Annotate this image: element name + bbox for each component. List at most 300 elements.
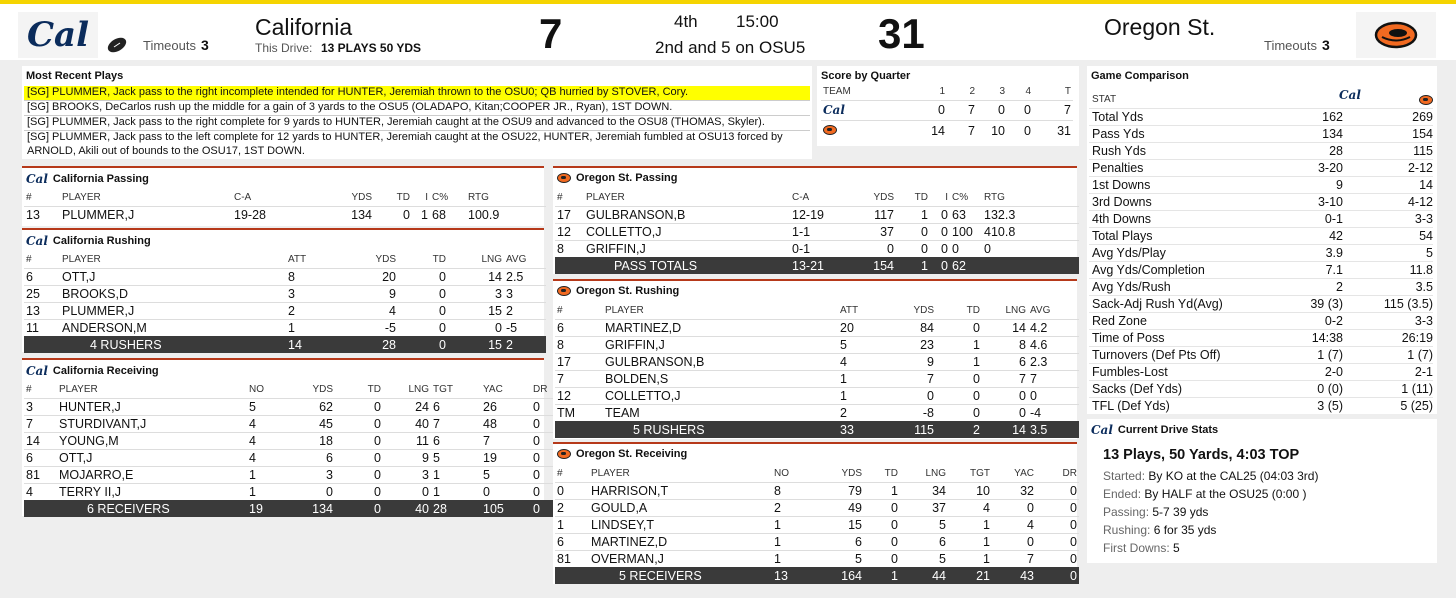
comparison-stat: Sack-Adj Rush Yd(Avg) <box>1092 297 1223 311</box>
comparison-stat: TFL (Def Yds) <box>1092 399 1170 413</box>
away-timeouts-label: Timeouts <box>1264 38 1317 53</box>
table-cell: 1 <box>555 516 589 533</box>
table-cell: 15 <box>448 302 504 319</box>
table-cell: 0 <box>335 483 383 500</box>
quarter: 4th <box>674 12 698 31</box>
table-cell: 0 <box>936 370 982 387</box>
comparison-stat-label: STAT <box>1092 94 1117 105</box>
table-cell: 0 <box>1036 516 1079 533</box>
column-header: YDS <box>312 384 333 396</box>
drive-passing: Passing: 5-7 39 yds <box>1103 505 1209 519</box>
table-cell: 45 <box>291 415 335 432</box>
osu-mini-logo <box>557 173 571 183</box>
osu-rushing-title: Oregon St. Rushing <box>557 285 679 297</box>
table-row <box>24 302 546 319</box>
down-distance: 2nd and 5 on OSU5 <box>655 38 806 57</box>
table-row <box>555 387 1079 404</box>
table-cell: 4.6 <box>1028 336 1079 353</box>
this-drive-value: 13 PLAYS 50 YDS <box>321 41 422 55</box>
table-cell: 0 <box>864 516 900 533</box>
column-header: # <box>557 305 563 317</box>
table-cell: 0 <box>531 432 586 449</box>
comparison-stat: 3rd Downs <box>1092 195 1152 209</box>
osu-rushing-panel <box>553 279 1077 439</box>
table-cell: 0 <box>335 415 383 432</box>
play-item: [SG] PLUMMER, Jack pass to the right incomplete intended for HUNTER, Jeremiah thrown to the OSU0; QB hurried by STOVER, Cory. <box>24 86 810 100</box>
table-cell: 134 <box>291 500 335 517</box>
comparison-stat: Red Zone <box>1092 314 1147 328</box>
table-cell: 2.3 <box>1028 353 1079 370</box>
table-cell: 9 <box>383 449 431 466</box>
table-cell: 6 <box>24 449 57 466</box>
comparison-osu-value: 3-3 <box>1414 212 1433 226</box>
table-cell: 14 <box>982 421 1028 438</box>
table-cell: 1 <box>838 387 890 404</box>
table-cell: OVERMAN,J <box>589 550 772 567</box>
table-cell: OTT,J <box>60 268 286 285</box>
table-cell <box>555 567 589 584</box>
comparison-osu-value: 1 (7) <box>1407 348 1433 362</box>
sbq-header: 2 <box>969 86 975 98</box>
table-cell: 5 <box>818 550 864 567</box>
comparison-stat: Penalties <box>1092 161 1144 175</box>
table-cell: 32 <box>992 482 1036 499</box>
table-cell: 79 <box>818 482 864 499</box>
comparison-cal-value: 0-1 <box>1324 212 1343 226</box>
sbq-header: 4 <box>1025 86 1031 98</box>
table-cell: 1 <box>936 336 982 353</box>
table-cell: 1 <box>431 466 481 483</box>
table-cell: 28 <box>346 336 398 353</box>
table-cell: 5 RUSHERS <box>603 421 838 438</box>
table-cell: 0 <box>531 449 586 466</box>
table-cell: STURDIVANT,J <box>57 415 247 432</box>
comparison-cal-value: 3.9 <box>1325 246 1343 260</box>
column-header: NO <box>774 468 789 480</box>
table-cell: 0 <box>1036 550 1079 567</box>
comparison-stat: Sacks (Def Yds) <box>1092 382 1183 396</box>
home-timeouts: 3 <box>201 37 209 53</box>
table-cell: 17 <box>555 353 603 370</box>
cal-passing-title: Cal California Passing <box>26 172 149 186</box>
game-clock: 15:00 <box>736 12 779 31</box>
comparison-stat: Pass Yds <box>1092 127 1145 141</box>
column-header: TD <box>884 468 898 480</box>
current-drive-panel <box>1087 419 1437 563</box>
table-row <box>24 483 586 500</box>
table-cell: 4.2 <box>1028 319 1079 336</box>
column-header: NO <box>249 384 264 396</box>
table-cell: -5 <box>346 319 398 336</box>
table-row <box>24 449 586 466</box>
table-cell: 0 <box>936 319 982 336</box>
cal-mini-logo: Cal <box>821 100 921 120</box>
table-cell: 8 <box>555 336 603 353</box>
column-header: LNG <box>481 254 502 266</box>
table-cell: 1 <box>412 206 430 223</box>
column-header: RTG <box>984 192 1005 204</box>
table-cell: 0 <box>982 404 1028 421</box>
osu-mini-logo <box>1419 95 1433 105</box>
table-cell: 0 <box>335 500 383 517</box>
table-row <box>24 319 546 336</box>
table-cell <box>24 500 57 517</box>
comparison-osu-value: 14 <box>1419 178 1433 192</box>
table-cell: -8 <box>890 404 936 421</box>
sbq-cell: 7 <box>947 100 977 120</box>
table-cell: 0 <box>896 240 930 257</box>
table-cell: 40 <box>383 500 431 517</box>
table-cell: 6 <box>431 432 481 449</box>
table-cell: 0 <box>335 449 383 466</box>
table-row <box>555 336 1079 353</box>
table-cell: 1 <box>936 353 982 370</box>
table-cell: GRIFFIN,J <box>603 336 838 353</box>
table-cell: 0 <box>992 533 1036 550</box>
table-cell: 10 <box>948 482 992 499</box>
this-drive-label: This Drive: <box>255 41 313 55</box>
home-team-name: California <box>255 14 353 40</box>
table-cell: 164 <box>818 567 864 584</box>
table-cell: 2 <box>286 302 346 319</box>
table-cell: 17 <box>555 206 584 223</box>
cal-receiving-table <box>24 382 586 517</box>
table-cell: GULBRANSON,B <box>584 206 790 223</box>
cal-mini-logo: Cal <box>1339 88 1361 102</box>
table-cell: 100 <box>950 223 982 240</box>
table-cell: 0 <box>398 319 448 336</box>
cal-rushing-panel <box>22 228 544 352</box>
table-cell: OTT,J <box>57 449 247 466</box>
table-cell: 5 <box>431 449 481 466</box>
comparison-row <box>1089 261 1433 278</box>
table-cell: 1 <box>896 257 930 274</box>
table-cell: 33 <box>838 421 890 438</box>
column-header: I <box>425 192 428 204</box>
table-cell: 7 <box>890 370 936 387</box>
scoreboard-header <box>0 0 1456 60</box>
table-cell: 1 <box>838 370 890 387</box>
table-cell: 1 <box>247 466 291 483</box>
comparison-row <box>1089 346 1433 363</box>
table-cell: 81 <box>24 466 57 483</box>
table-cell: 12 <box>555 223 584 240</box>
table-cell: 5 <box>900 516 948 533</box>
osu-passing-title: Oregon St. Passing <box>557 172 677 184</box>
table-cell: 4 <box>24 483 57 500</box>
comparison-row <box>1089 210 1433 227</box>
column-header: LNG <box>925 468 946 480</box>
table-cell: 0 <box>864 550 900 567</box>
drive-ended: Ended: By HALF at the OSU25 (0:00 ) <box>1103 487 1307 501</box>
table-cell: 28 <box>431 500 481 517</box>
table-cell: 5 <box>838 336 890 353</box>
table-cell: 1 <box>772 533 818 550</box>
table-cell: 0 <box>982 240 1079 257</box>
comparison-stat: Rush Yds <box>1092 144 1146 158</box>
comparison-osu-value: 54 <box>1419 229 1433 243</box>
table-row <box>555 550 1079 567</box>
column-header: # <box>26 384 32 396</box>
table-cell: PLUMMER,J <box>60 302 286 319</box>
table-cell: 0 <box>896 223 930 240</box>
comparison-osu-value: 115 <box>1413 144 1433 158</box>
table-cell: 18 <box>291 432 335 449</box>
table-cell: GOULD,A <box>589 499 772 516</box>
header-row <box>555 466 1079 482</box>
header-row <box>555 190 1079 206</box>
sbq-title: Score by Quarter <box>821 70 911 82</box>
column-header: YAC <box>483 384 503 396</box>
comparison-cal-value: 3-10 <box>1317 195 1343 209</box>
table-cell: 6 RECEIVERS <box>57 500 247 517</box>
comparison-row <box>1089 363 1433 380</box>
table-row <box>24 268 546 285</box>
table-cell: 1-1 <box>790 223 856 240</box>
table-cell: 0-1 <box>790 240 856 257</box>
column-header: LNG <box>1005 305 1026 317</box>
table-cell: 1 <box>286 319 346 336</box>
cal-mini-logo: Cal <box>26 234 48 248</box>
column-header: C-A <box>234 192 252 204</box>
table-cell: 0 <box>930 257 950 274</box>
table-cell: 14 <box>982 319 1028 336</box>
osu-mini-logo <box>821 120 921 142</box>
table-cell: 68 <box>430 206 466 223</box>
column-header: C-A <box>792 192 810 204</box>
comparison-osu-value: 11.8 <box>1409 263 1433 277</box>
comparison-stat: Total Plays <box>1092 229 1153 243</box>
comparison-row <box>1089 159 1433 176</box>
comparison-cal-value: 3-20 <box>1317 161 1343 175</box>
table-cell: MARTINEZ,D <box>603 319 838 336</box>
totals-row <box>24 500 586 517</box>
column-header: # <box>26 254 32 266</box>
osu-receiving-panel <box>553 442 1077 584</box>
table-cell: 19 <box>481 449 531 466</box>
table-cell: 8 <box>772 482 818 499</box>
table-cell: LINDSEY,T <box>589 516 772 533</box>
play-item: [SG] PLUMMER, Jack pass to the left complete for 12 yards to HUNTER, Jeremiah caught at the OSU22, HUNTER, Jeremiah fumbled at OSU13 forced by ARNOLD, Akili out of bounds to the OSU17, 1ST DOWN. <box>24 130 810 158</box>
table-cell: BROOKS,D <box>60 285 286 302</box>
cal-passing-table <box>24 190 546 223</box>
sbq-header: 3 <box>999 86 1005 98</box>
column-header: YDS <box>913 305 934 317</box>
totals-row <box>555 421 1079 438</box>
table-cell: 115 <box>890 421 936 438</box>
table-row <box>555 370 1079 387</box>
column-header: RTG <box>468 192 489 204</box>
comparison-row <box>1089 380 1433 397</box>
column-header: ATT <box>288 254 307 266</box>
sbq-header: TEAM <box>823 86 851 98</box>
header-row <box>24 252 546 268</box>
plays-title: Most Recent Plays <box>26 70 124 82</box>
table-cell: 7 <box>431 415 481 432</box>
comparison-stat: Turnovers (Def Pts Off) <box>1092 348 1221 362</box>
comparison-row <box>1089 278 1433 295</box>
table-cell: 0 <box>1028 387 1079 404</box>
table-cell: 6 <box>431 398 481 415</box>
most-recent-plays-panel <box>22 66 812 159</box>
table-cell: 21 <box>948 567 992 584</box>
table-cell: 84 <box>890 319 936 336</box>
drive-headline: 13 Plays, 50 Yards, 4:03 TOP <box>1103 447 1300 463</box>
drive-title: Cal Current Drive Stats <box>1091 423 1219 437</box>
comparison-row <box>1089 108 1433 125</box>
osu-rushing-table <box>555 303 1079 438</box>
comparison-cal-value: 39 (3) <box>1310 297 1343 311</box>
comparison-osu-value: 2-1 <box>1414 365 1433 379</box>
table-cell: 410.8 <box>982 223 1079 240</box>
table-row <box>555 223 1079 240</box>
table-cell: 1 <box>772 550 818 567</box>
home-score: 7 <box>539 10 563 57</box>
comparison-cal-value: 0 (0) <box>1317 382 1343 396</box>
table-cell: -5 <box>504 319 546 336</box>
table-cell: 26 <box>481 398 531 415</box>
table-cell: 2 <box>504 336 546 353</box>
table-cell: 3 <box>383 466 431 483</box>
table-cell: 1 <box>247 483 291 500</box>
table-row <box>555 240 1079 257</box>
comparison-title: Game Comparison <box>1091 70 1189 82</box>
column-header: TGT <box>970 468 990 480</box>
table-cell: 13 <box>24 206 60 223</box>
table-cell: MOJARRO,E <box>57 466 247 483</box>
table-cell: 0 <box>930 240 950 257</box>
table-cell: HUNTER,J <box>57 398 247 415</box>
column-header: TD <box>396 192 410 204</box>
comparison-osu-value: 1 (11) <box>1401 382 1433 396</box>
comparison-osu-value: 26:19 <box>1401 331 1433 345</box>
comparison-stat: 4th Downs <box>1092 212 1152 226</box>
comparison-osu-value: 3-3 <box>1414 314 1433 328</box>
column-header: ATT <box>840 305 859 317</box>
table-row <box>555 353 1079 370</box>
column-header: AVG <box>506 254 527 266</box>
table-cell: 154 <box>856 257 896 274</box>
table-cell: -4 <box>1028 404 1079 421</box>
table-cell: TERRY II,J <box>57 483 247 500</box>
drive-rushing: Rushing: 6 for 35 yds <box>1103 523 1217 537</box>
table-cell: 6 <box>818 533 864 550</box>
column-header: PLAYER <box>586 192 625 204</box>
table-cell: 0 <box>930 223 950 240</box>
table-cell: 1 <box>864 482 900 499</box>
table-cell: 6 <box>555 533 589 550</box>
table-cell: 15 <box>448 336 504 353</box>
table-cell: 23 <box>890 336 936 353</box>
table-cell: 0 <box>1036 533 1079 550</box>
comparison-cal-value: 134 <box>1322 127 1343 141</box>
table-cell: 1 <box>948 516 992 533</box>
column-header: DR <box>533 384 548 396</box>
play-item: [SG] PLUMMER, Jack pass to the right complete for 9 yards to HUNTER, Jeremiah caught at the OSU9 and advanced to the OSU8 (THOMAS, Skyler). <box>24 115 810 130</box>
table-cell: 4 <box>247 415 291 432</box>
table-cell: 5 <box>481 466 531 483</box>
table-cell: 8 <box>555 240 584 257</box>
table-cell: 1 <box>948 550 992 567</box>
table-cell: 0 <box>481 483 531 500</box>
table-cell: 0 <box>555 482 589 499</box>
table-cell: 1 <box>431 483 481 500</box>
column-header: PLAYER <box>59 384 98 396</box>
table-cell: 14 <box>286 336 346 353</box>
comparison-osu-value: 2-12 <box>1407 161 1433 175</box>
sbq-header: 1 <box>939 86 945 98</box>
header-row <box>24 190 546 206</box>
table-cell: 48 <box>481 415 531 432</box>
table-cell: 0 <box>864 533 900 550</box>
table-cell: 4 <box>247 449 291 466</box>
header-row <box>24 382 586 398</box>
table-cell: 24 <box>383 398 431 415</box>
column-header: YDS <box>375 254 396 266</box>
sbq-header: T <box>1064 86 1071 98</box>
comparison-row <box>1089 227 1433 244</box>
column-header: TD <box>367 384 381 396</box>
table-cell: 0 <box>936 404 982 421</box>
osu-passing-panel <box>553 166 1077 274</box>
column-header: PLAYER <box>62 192 101 204</box>
table-cell: YOUNG,M <box>57 432 247 449</box>
table-cell: 0 <box>448 319 504 336</box>
cal-receiving-title: Cal California Receiving <box>26 364 159 378</box>
table-cell: 4 <box>948 499 992 516</box>
table-cell: 4 <box>992 516 1036 533</box>
table-row <box>555 516 1079 533</box>
table-cell: 19 <box>247 500 291 517</box>
table-cell: 1 <box>772 516 818 533</box>
table-cell: 7 <box>481 432 531 449</box>
score-by-quarter-table <box>821 84 1073 142</box>
sbq-cell: 14 <box>921 120 947 142</box>
table-cell <box>555 257 584 274</box>
comparison-cal-value: 9 <box>1336 178 1343 192</box>
comparison-cal-value: 7.1 <box>1325 263 1343 277</box>
table-cell: TEAM <box>603 404 838 421</box>
table-cell: 0 <box>1036 567 1079 584</box>
table-cell: 9 <box>346 285 398 302</box>
table-cell: 0 <box>383 483 431 500</box>
table-cell <box>24 336 60 353</box>
table-cell: 13 <box>24 302 60 319</box>
away-score: 31 <box>878 10 925 57</box>
osu-receiving-title: Oregon St. Receiving <box>557 448 687 460</box>
column-header: YDS <box>351 192 372 204</box>
column-header: TGT <box>433 384 453 396</box>
table-cell: 4 RUSHERS <box>60 336 286 353</box>
table-row <box>555 404 1079 421</box>
table-cell: 0 <box>531 466 586 483</box>
table-cell: 134 <box>318 206 374 223</box>
comparison-cal-value: 2 <box>1336 280 1343 294</box>
comparison-osu-value: 5 (25) <box>1400 399 1433 413</box>
table-cell: 7 <box>992 550 1036 567</box>
table-cell: 132.3 <box>982 206 1079 223</box>
table-cell: 0 <box>335 398 383 415</box>
table-cell: COLLETTO,J <box>584 223 790 240</box>
table-cell: 2 <box>555 499 589 516</box>
column-header: TD <box>966 305 980 317</box>
table-cell: 15 <box>818 516 864 533</box>
sbq-cell: 0 <box>1007 120 1033 142</box>
table-cell: 0 <box>936 387 982 404</box>
away-timeouts: 3 <box>1322 37 1330 53</box>
table-cell: 0 <box>531 415 586 432</box>
table-cell: 20 <box>838 319 890 336</box>
